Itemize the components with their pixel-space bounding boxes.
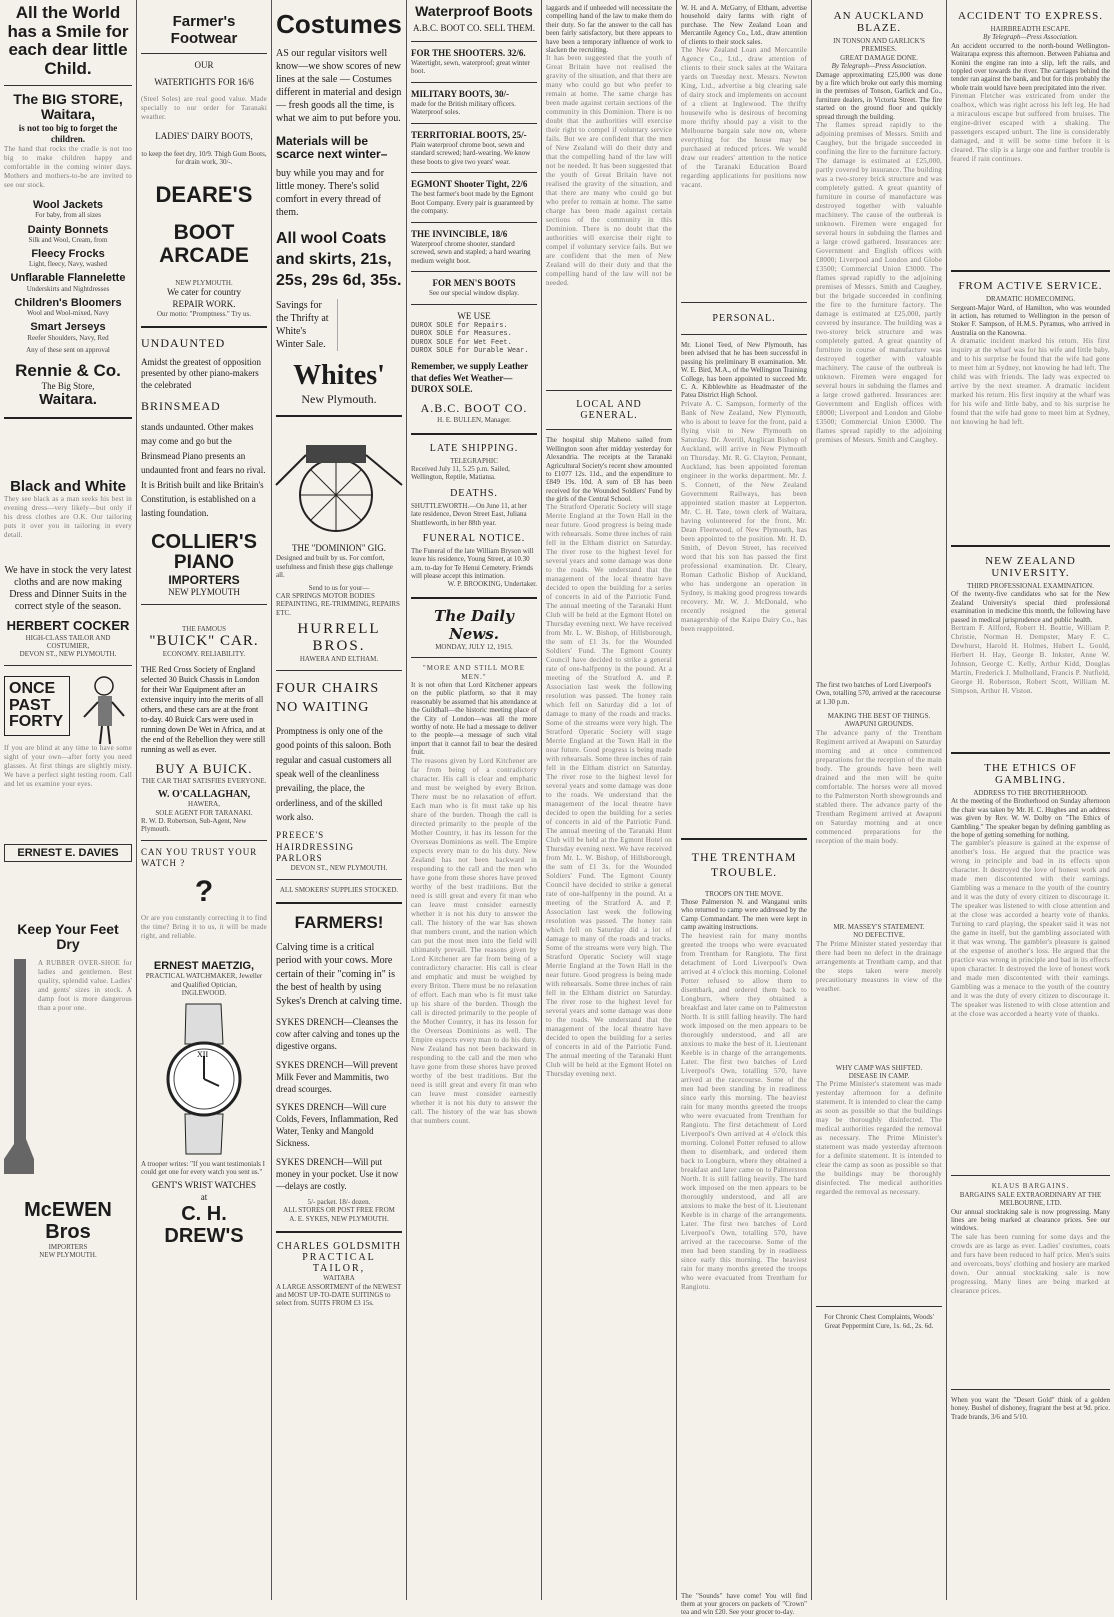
- ethics-sub: ADDRESS TO THE BROTHERHOOD.: [973, 789, 1088, 798]
- materials-scarce: Materials will be scarce next winter–: [276, 133, 388, 161]
- whites-city: New Plymouth.: [301, 392, 377, 407]
- egmont-body: The best farmer's boot made by the Egmont Boot Company. Every pair is guaranteed by the company.: [411, 190, 534, 216]
- send-to-us: Send to us for your—: [308, 583, 370, 592]
- big-store-headline: All the World has a Smile for each dear little Child.: [7, 3, 129, 79]
- rennie-firm: Rennie & Co.: [15, 361, 121, 381]
- rennie-sub: The Big Store,: [41, 381, 95, 392]
- sykes-address: A. E. SYKES, NEW PLYMOUTH.: [289, 1214, 389, 1223]
- mcewen-address: NEW PLYMOUTH.: [39, 1251, 97, 1259]
- savings-note: Savings for the Thrifty at White's Winter Sale.: [276, 300, 329, 351]
- sub-agent: R. W. D. Robertson, Sub-Agent, New Plymouth.: [141, 816, 247, 834]
- sykes-from: ALL STORES OR POST FREE FROM: [283, 1206, 395, 1215]
- issue-date: MONDAY, JULY 12, 1915.: [435, 642, 513, 651]
- goldsmith-body: A LARGE ASSORTMENT of the NEWEST and MOST UP-TO-DATE SUITINGS to select from. SUITS FROM £3 15s.: [276, 1282, 402, 1308]
- dairy-price: to keep the feet dry, 10/9. Thigh Gum Boots, for drain work, 30/-.: [141, 149, 267, 167]
- buick-body: THE Red Cross Society of England selected 30 Buick Chassis in London for their War Equipment after an extensive inquiry into the merits of all others, and these cars are at the front to-day. 40 Buick Cars were used in running down De Wet in Africa, and at the end of the Rebellion they were still running as well as ever.: [141, 664, 266, 754]
- importers-title: IMPORTERS: [168, 572, 240, 587]
- column-3: [272, 4, 406, 1596]
- wool-coats: All wool Coats and skirts, 21s, 25s, 29s 6d, 35s.: [276, 229, 402, 289]
- trentham-body: Those Palmerston N. and Wanganui units who returned to camp were addressed by the Camp Commandant. The men were kept in camp awaiting instructions.: [681, 898, 807, 932]
- shooters-body: Watertight, sewn, waterproof; great winter boot.: [411, 58, 530, 76]
- personal-heading: PERSONAL.: [712, 312, 776, 324]
- economy-reliability: ECONOMY. RELIABILITY.: [162, 650, 246, 659]
- egmont-heading: EGMONT Shooter Tight, 22/6: [411, 179, 528, 190]
- column-8: ACCIDENT TO EXPRESS. HAIRBREADTH ESCAPE. By Telegraph—Press Association. An accident occurred to the north-bound Wellington-Wairarapa express this afternoon. Between Pahiatua and Konini the engine ran into a slip, left the rails, and toppled over towards the river. The carriages behind the tender ran against the bank, and but for this probably the whole train would have been precipitated into the river. Fireman Fletcher was extricated from under the coalbox, which was right across his left leg. He had a miraculous escape but suffered from bruises. The engine-driver escaped with a shaking. The passengers escaped unhurt. The line is considerably damaged, and it will be some time before it is cleared. The slip is a large one and further trouble is feared if rain continues. FROM ACTIVE SERVICE. DRAMATIC HOMECOMING. Sergeant-Major Ward, of Hamilton, who was wounded in action, has returned to Wellington in the person of Stoker F. Sampson, of H.M.S. Pyramus, who arrived in Australia on the Kanowna. A dramatic incident marked his return. His first inquiry at the wharf was for his wife and little baby, and to his surprise he found that the wife had gone to meet him at Sydney, not knowing he had left. The child was with friends. The lady was expected to arrive by the next steamer. A dramatic incident marked his return. His first inquiry at the wharf was for his wife and little baby, and to his surprise he found that the wife had gone to meet him at Sydney, not knowing he had left. NEW ZEALAND UNIVERSITY. THIRD PROFESSIONAL EXAMINATION. Of the twenty-five candidates who sat for the New Zealand University's special third professional examination in medicine this month, the following have passed in medical jurisprudence and public health. Bertram F. Allford, Robert H. Beattie, William P. Christie, Norman H. Dempster, Mary F. C. Dewhurst, Harold H. Holmes, Hubert L. Gould, Herbert H. Hay, George B. Inkster, Anne W. Johnson, George C. Kelly, Arthur Kidd, Douglas Martin, Frederick J. Mulholland, Francis P. Nutfield, George H. Robertson, Robert Scott, William M. Simpson, Arthur H. Viston. THE ETHICS OF GAMBLING. ADDRESS TO THE BROTHERHOOD. At the meeting of the Brotherhood on Sunday afternoon the chair was taken by Mr. H. C. Hughes and an address was given by Rev. W. W. Dolby on "The Ethics of Gambling." The speaker began by defining gambling as the hope of getting something for nothing. The gambler's pleasure is gained at the expense of another's loss. He argued that the practice was wrong in principle and bad in its effects upon character. It destroyed the love of honest work and made men discontented with their earnings. Gambling was a menace to the youth of the country and it was the duty of every citizen to discourage it. The speaker was listened to with close attention and at the close was accorded a hearty vote of thanks. Turning to card playing, the speaker said it was not the game in itself, but the gambling associated with it that was wrong. The gambler's pleasure is gained at the expense of another's loss. He argued that the practice was wrong in principle and bad in its effects upon character. It destroyed the love of honest work and made men discontented with their earnings. Gambling was a menace to the youth of the country and it was the duty of every citizen to discourage it. The speaker was listened to with close attention and at the close was accorded a hearty vote of thanks. KLAUS BARGAINS. BARGAINS SALE EXTRAORDINARY AT THE MELBOURNE, LTD. Our annual stocktaking sale is now progressing. Many lines are being marked at clearance prices. See our windows. The sale has been running for some days and the crowds are as large as ever. Ladies' costumes, coats and furs have been reduced to half price. Men's suits and overcoats, boys' clothing and hosiery are marked down. Our annual stocktaking sale is now progressing. Many lines are being marked at clearance prices. When you want the "Desert Gold" think of a golden honey. Bushel of dishoney, fragrant the best at 9d. price. Trade brands, 3/6 and 5/10.: [951, 10, 1111, 1421]
- black-white-headline: Black and White: [10, 477, 126, 495]
- mcewen-bros: McEWEN Bros: [24, 1198, 112, 1243]
- deare-cater: We cater for country: [167, 287, 241, 298]
- colliers-title: COLLIER'S: [151, 530, 257, 553]
- accident-heading: ACCIDENT TO EXPRESS.: [958, 10, 1103, 22]
- shipping-body: Received July 11, 5.25 p.m. Sailed, Wellington, Reptile, Matiatua.: [411, 464, 510, 482]
- sykes-drench-1: SYKES DRENCH—Cleanses the cow after calving and tones up the digestive organs.: [276, 1017, 400, 1052]
- deare-city: NEW PLYMOUTH.: [175, 278, 233, 287]
- editorial-continued: laggards and if unheeded will necessitate the compelling hand of the law to make them do their duty. So far the answer to the call has been fairly satisfactory, but there appears to have been a temporary influence of work to slacken the recruiting.: [546, 4, 672, 54]
- klaus-sub: BARGAINS SALE EXTRAORDINARY AT THE MELBOURNE, LTD.: [959, 1190, 1102, 1208]
- collier-city: NEW PLYMOUTH: [168, 586, 240, 597]
- column-6: W. H. and A. McGarry, of Eltham, advertise household dairy farms with right of purchase. The New Zealand Loan and Mercantile Agency Co., Ltd., draw attention of clients to their stock sales. The New Zealand Loan and Mercantile Agency Co., Ltd., draw attention of clients to their stock sales at the Waitara yards on Tuesday next. Messrs. Newton King, Ltd., advertise a big clearing sale of dairy stock and implements on account of a client at Inglewood. The thrifty housewife who is desirous of becoming more thrifty should pay a visit to the Melbourne bargain sale now on, where everything for the house may be purchased at reduced prices. We would draw our readers' attention to the notice of the Taranaki Education Board regarding applications for positions now vacant. PERSONAL. Mr. Lionel Teed, of New Plymouth, has been advised that he has been successful in passing his preliminary B examination. Mr. W. E. Bird, M.A., of the Wellington Training College, has been appointed to succeed Mr. C. A. Kibblewhite as Headmaster of the Patea District High School. Private A. C. Sampson, formerly of the Bank of New Zealand, New Plymouth, who is about to leave for the front, paid a flying visit to New Plymouth on Saturday. Dr. Averill, Anglican Bishop of Auckland, will arrive in New Plymouth on Thursday. Mr. R. G. Clayton, Pennant, Auckland, has been appointed foreman engineer in the works department. Mr. J. S. Connett, of the New Zealand Government Railways, has been appointed station master at Lepperton. Mr. C. H. Tate, town clerk of Waitara, having volunteered for the front, Mr. Dean Fleetwood, of New Plymouth, has been appointed to the position. Mr. H. D. Smith, of Devon Street, has received word that his son has passed the first professional examination. Dr. Cleary, Roman Catholic Bishop of Auckland, who has undergone an operation in Sydney, is making good progress towards recovery. Mr. W. J. McDonald, who recently resigned the general managership of the Kaipu Dairy Co., has been reappointed. THE TRENTHAM TROUBLE. TROOPS ON THE MOVE. Those Palmerston N. and Wanganui units who returned to camp were addressed by the Camp Commandant. The men were kept in camp awaiting instructions. The heaviest rain for many months greeted the troops who were evacuated from Trentham for Rangiotu. The first detachment of Lord Liverpool's Own arrived at 4 o'clock this morning. Colonel Potter refused to allow them to disembark, and ordered them back to Longburn, where they obtained a breakfast and later came on to Palmerston North. It is still falling heavily. The hard work imposed on the men appears to be thoroughly understood, and all are anxious to make the best of it. Lieutenant Keeble is in charge of the arrangements. Later. The first two batches of Lord Liverpool's Own, totalling 570, have arrived at the racecourse. Some of the men had been standing by in readiness since early this morning. The heaviest rain for many months greeted the troops who were evacuated from Trentham for Rangiotu. The first detachment of Lord Liverpool's Own arrived at 4 o'clock this morning. Colonel Potter refused to allow them to disembark, and ordered them back to Longburn, where they obtained a breakfast and later came on to Palmerston North. It is still falling heavily. The hard work imposed on the men appears to be thoroughly understood, and all are anxious to make the best of it. Lieutenant Keeble is in charge of the arrangements. Later. The first two batches of Lord Liverpool's Own, totalling 570, have arrived at the racecourse. Some of the men had been standing by in readiness since early this morning. The heaviest rain for many months greeted the troops who were evacuated from Trentham for Rangiotu. The "Sounds" have come! You will find them at your grocers on packets of "Crown" tea and win £20. See your grocer to-day.: [681, 4, 807, 1617]
- drews-name: C. H. DREW'S: [164, 1202, 244, 1247]
- gents-at: at: [200, 1191, 208, 1202]
- send-items: CAR SPRINGS MOTOR BODIES REPAINTING, RE-TRIMMING, REPAIRS ETC.: [276, 591, 400, 617]
- dominion-gig-illustration: [276, 425, 402, 535]
- editorial-heading: "MORE AND STILL MORE MEN.": [422, 664, 526, 681]
- waterproof-boots-headline: Waterproof Boots: [415, 3, 533, 19]
- trentham-trouble-heading: THE TRENTHAM TROUBLE.: [691, 849, 797, 879]
- blaze-body: Damage approximating £25,000 was done by a fire which broke out early this morning in the premises of Tonson, Garlick and Co., furniture dealers, in Victoria Street. The fire started on the ground floor and quickly spread through the building.: [816, 70, 942, 121]
- maetzig-sub: PRACTICAL WATCHMAKER, Jeweller and Qualified Optician,: [145, 972, 263, 989]
- we-use: WE USE: [457, 310, 491, 321]
- tailor-name: HERBERT COCKER: [6, 618, 130, 634]
- boot-illustration: [4, 959, 34, 1179]
- buy-while-you-may: buy while you may and for little money. There's solid comfort in every thread of them.: [276, 167, 385, 218]
- item-name: Dainty Bonnets: [27, 223, 109, 236]
- our-label: OUR: [194, 60, 214, 70]
- desert-gold: When you want the "Desert Gold" think of a golden honey. Bushel of dishoney, fragrant the best at 9d. price. Trade brands, 3/6 and 5/10.: [951, 1395, 1110, 1421]
- item-name: Unflarable Flannelette: [10, 272, 126, 285]
- costumes-body: AS our regular visitors well know—we show scores of new lines at the sale — Costumes different in material and design — fresh goods all the time, is what we aim to put before you.: [276, 47, 402, 124]
- column-2: Farmer's Footwear OUR WATERTIGHTS FOR 16/6 (Steel Soles) are real good value. Made specially to our order for Taranaki weather. LADIES' DAIRY BOOTS, to keep the feet dry, 10/9. Thigh Gum Boots, for drain work, 30/-. DEARE'S BOOT ARCADE NEW PLYMOUTH. We cater for country REPAIR WORK. Our motto: "Promptness." Try us. UNDAUNTED Amidst the greatest of opposition presented by other piano-makers the celebrated BRINSMEAD stands undaunted. Other makes may come and go but the Brinsmead Piano presents an undaunted front and fears no rival. It is British built and like Britain's Constitution, is established on a lasting foundation. COLLIER'S PIANO IMPORTERS NEW PLYMOUTH THE FAMOUS "BUICK" CAR. ECONOMY. RELIABILITY. THE Red Cross Society of England selected 30 Buick Chassis in London for their War Equipment after an extensive inquiry into the merits of all others, and these cars are at the front to-day. 40 Buick Cars were used in running down De Wet in Africa, and at the end of the Rebellion they were still running as well as ever. BUY A BUICK. THE CAR THAT SATISFIES EVERYONE. W. O'CALLAGHAN, HAWERA, SOLE AGENT FOR TARANAKI. R. W. D. Robertson, Sub-Agent, New Plymouth. CAN YOU TRUST YOUR WATCH ? ? Or are you constantly correcting it to find the time? Bring it to us, it will be made right, and reliable. ERNEST MAETZIG, PRACTICAL WATCHMAKER, Jeweller and Qualified Optician, INGLEWOOD. XII A trooper writes: "If you want testimonials I could get one for every watch you sent us." GENT'S WRIST WATCHES at C. H. DREW'S: [141, 13, 267, 1247]
- approval-note: Any of these sent on approval: [26, 345, 110, 354]
- deaths-body: SHUTTLEWORTH.—On June 11, at her late residence, Devon Street East, Juliana Shuttleworth, in her 88th year.: [411, 501, 527, 527]
- territorial-heading: TERRITORIAL BOOTS, 25/-: [411, 129, 527, 140]
- smokers-supplies: ALL SMOKERS' SUPPLIES STOCKED.: [279, 885, 399, 894]
- four-chairs-headline: FOUR CHAIRS NO WAITING: [276, 680, 380, 716]
- optician-name: ERNEST E. DAVIES: [4, 844, 132, 862]
- active-body: Sergeant-Major Ward, of Hamilton, who was wounded in action, has returned to Wellington in the person of Stoker F. Sampson, of H.M.S. Pyramus, who arrived in Australia on the Kanowna.: [951, 303, 1110, 337]
- maetzig-city: INGLEWOOD.: [181, 989, 227, 998]
- hurrell-city: HAWERA AND ELTHAM.: [299, 655, 379, 664]
- item-desc: Silk and Wool, Cream, from: [28, 235, 108, 244]
- column-4: Waterproof Boots A.B.C. BOOT CO. SELL THEM. FOR THE SHOOTERS. 32/6. Watertight, sewn, waterproof; great winter boot. MILITARY BOOTS, 30/- made for the British military officers. Waterproof soles. TERRITORIAL BOOTS, 25/- Plain waterproof chrome boot, sewn and standard screwed; hard-wearing. We know these boots to give two years' wear. EGMONT Shooter Tight, 22/6 The best farmer's boot made by the Egmont Boot Company. Every pair is guaranteed by the company. THE INVINCIBLE, 18/6 Waterproof chrome shooter, standard screwed, sewn and stapled; a hard wearing medium weight boot. FOR MEN'S BOOTS See our special window display. WE USE DUROX SOLE for Repairs. DUROX SOLE for Measures. DUROX SOLE for Wet Feet. DUROX SOLE for Durable Wear. Remember, we supply Leather that defies Wet Weather— DUROX SOLE. A.B.C. BOOT CO. H. E. BULLEN, Manager. LATE SHIPPING. TELEGRAPHIC Received July 11, 5.25 p.m. Sailed, Wellington, Reptile, Matiatua. DEATHS. SHUTTLEWORTH.—On June 11, at her late residence, Devon Street East, Juliana Shuttleworth, in her 88th year. FUNERAL NOTICE. The Funeral of the late William Bryson will leave his residence, Young Street, at 10.30 a.m. to-day for Te Henui Cemetery. Friends will please accept this intimation. W. P. BROOKING, Undertaker. The Daily News. MONDAY, JULY 12, 1915. "MORE AND STILL MORE MEN." It is not often that Lord Kitchener appears on the public platform, so that it may reasonably be assumed that his attendance at the Guildhall—the historic meeting place of the City of London—was all the more worthy of note. He had a message to deliver to the people—a message of such vital import that it cannot fail to bear the desired fruit. The reasons given by Lord Kitchener are far from being of a contradictory character. His call is clear and emphatic and must be weighed by every Briton. There must be no relaxation of effort. Each man who is fit must take up his share of the burden. Though the call is directed primarily to the people of the Mother Country, it has its lesson for the Overseas Dominions as well. The Empire expects every man to do his duty. New Zealand has not been backward in responding to the call and the men who have gone from these shores have proved worthy of the best traditions. But the need is still great and every fit man who can leave must consider earnestly whether it is not his duty to answer the call. The history of the war has shown that numbers count, and the nation which can put the most men into the field will ultimately prevail. The reasons given by Lord Kitchener are far from being of a contradictory character. His call is clear and emphatic and must be weighed by every Briton. There must be no relaxation of effort. Each man who is fit must take up his share of the burden. Though the call is directed primarily to the people of the Mother Country, it has its lesson for the Overseas Dominions as well. The Empire expects every man to do his duty. New Zealand has not been backward in responding to the call and the men who have gone from these shores have proved worthy of the best traditions. But the need is still great and every fit man who can leave must consider earnestly whether it is not his duty to answer the call. The history of the war has shown that numbers count.: [411, 3, 537, 1125]
- klaus-body: Our annual stocktaking sale is now progressing. Many lines are being marked at clearance prices. See our windows.: [951, 1207, 1110, 1233]
- funeral-body: The Funeral of the late William Bryson will leave his residence, Young Street, at 10.30 a.m. to-day for Te Henui Cemetery. Friends will please accept this intimation.: [411, 546, 534, 581]
- elderly-man-illustration: [74, 672, 132, 744]
- abc-boot-co: A.B.C. BOOT CO.: [420, 401, 528, 416]
- durox-item: DUROX SOLE for Wet Feet.: [411, 338, 512, 347]
- sykes-drench-3: SYKES DRENCH—Will cure Colds, Fevers, Inflammation, Red Water, Tenky and Mangold Sickness.: [276, 1102, 398, 1149]
- goldsmith-name: CHARLES GOLDSMITH: [277, 1241, 401, 1253]
- daily-news-masthead: The Daily News.: [434, 606, 514, 643]
- crown-tea-advert: The "Sounds" have come! You will find them at your grocers on packets of "Crown" tea and win £20. See your grocer to-day.: [681, 1591, 807, 1617]
- sykes-price: 5/- packet. 18/- dozen.: [307, 1198, 371, 1206]
- store-tagline: is not too big to forget the children.: [18, 122, 118, 144]
- durox-item: DUROX SOLE for Measures.: [411, 330, 512, 339]
- press-association: By Telegraph—Press Association.: [831, 62, 927, 71]
- black-white-body: We have in stock the very latest cloths and are now making Dress and Dinner Suits in the correct style of the season.: [4, 565, 132, 613]
- durox-item: DUROX SOLE for Repairs.: [411, 321, 508, 330]
- durox-item: DUROX SOLE for Durable Wear.: [411, 347, 529, 356]
- keep-feet-dry-headline: Keep Your Feet Dry: [17, 920, 119, 953]
- tailor-address: DEVON ST., NEW PLYMOUTH.: [19, 650, 117, 659]
- once-past-forty: ONCE PAST FORTY: [4, 676, 70, 736]
- local-general-heading: LOCAL AND GENERAL.: [576, 399, 642, 422]
- brinsmead-heading: BRINSMEAD: [141, 398, 221, 413]
- blaze-sub: IN TONSON AND GARLICK'S PREMISES.: [833, 37, 925, 54]
- item-name: Fleecy Frocks: [31, 248, 105, 260]
- farmers-headline: FARMERS!: [294, 912, 384, 932]
- deare-motto: Our motto: "Promptness." Try us.: [156, 309, 251, 318]
- funeral-heading: FUNERAL NOTICE.: [422, 532, 526, 544]
- abc-sell-them: A.B.C. BOOT CO. SELL THEM.: [412, 23, 536, 34]
- auckland-blaze-heading: AN AUCKLAND BLAZE.: [833, 10, 925, 34]
- column-7: AN AUCKLAND BLAZE. IN TONSON AND GARLICK'S PREMISES. GREAT DAMAGE DONE. By Telegraph—Press Association. Damage approximating £25,000 was done by a fire which broke out early this morning in the premises of Tonson, Garlick and Co., furniture dealers, in Victoria Street. The fire started on the ground floor and quickly spread through the building. The flames spread rapidly to the adjoining premises of Messrs. Smith and Caughey, but the brigade succeeded in confining the fire to the furniture factory. The damage is estimated at £25,000, partly covered by insurance. The building was a two-storey brick structure and was completely gutted. A great quantity of furniture in course of manufacture was destroyed together with valuable machinery. The cause of the outbreak is unknown. Firemen were engaged for several hours in subduing the flames and a large crowd gathered. Insurances are: Government and English offices with £8000; Liverpool and London and Globe £3500; Commercial Union £3000. The flames spread rapidly to the adjoining premises of Messrs. Smith and Caughey, but the brigade succeeded in confining the fire to the furniture factory. The damage is estimated at £25,000, partly covered by insurance. The building was a two-storey brick structure and was completely gutted. A great quantity of furniture in course of manufacture was destroyed together with valuable machinery. The cause of the outbreak is unknown. Firemen were engaged for several hours in subduing the flames and a large crowd gathered. Insurances are: Government and English offices with £8000; Liverpool and London and Globe £3500; Commercial Union £3000. The flames spread rapidly to the adjoining premises of Messrs. Smith and Caughey. The first two batches of Lord Liverpool's Own, totalling 570, arrived at the racecourse at 1.30 p.m. MAKING THE BEST OF THINGS. AWAPUNI GROUNDS. The advance party of the Trentham Regiment arrived at Awapuni on Saturday morning and at once commenced preparations for the reception of the main body. The grounds have been well drained and the men will be quite comfortable. The horses were all moved to the Palmerston North showgrounds and stabled there. The advance party of the Trentham Regiment arrived at Awapuni on Saturday morning and at once commenced preparations for the reception of the main body. MR. MASSEY'S STATEMENT. NO DEFECTIVE. The Prime Minister stated yesterday that there had been no defect in the drainage arrangements at Trentham camp, and that the steps taken were merely precautionary measures in view of the weather. WHY CAMP WAS SHIFTED. DISEASE IN CAMP. The Prime Minister's statement was made yesterday afternoon for a definite statement. It is intended to clear the camp as soon as possible so that the buildings may be thoroughly disinfected. The medical authorities regarded the removal as necessary. The Prime Minister's statement was made yesterday afternoon for a definite statement. It is intended to clear the camp as soon as possible so that the buildings may be thoroughly disinfected. The medical authorities regarded the removal as necessary. For Chronic Chest Complaints, Woods' Great Peppermint Cure, 1s. 6d., 2s. 6d.: [816, 10, 942, 1330]
- sykes-drench-4: SYKES DRENCH—Will put money in your pocket. Use it now—delays are costly.: [276, 1156, 399, 1191]
- gents-wrist-watches: GENT'S WRIST WATCHES: [151, 1180, 257, 1191]
- goldsmith-sub: PRACTICAL TAILOR,: [302, 1252, 376, 1275]
- watertights: WATERTIGHTS FOR 16/6: [154, 77, 254, 88]
- blaze-sub2: GREAT DAMAGE DONE.: [840, 53, 918, 62]
- disease-camp: DISEASE IN CAMP.: [848, 1072, 910, 1081]
- why-camp: WHY CAMP WAS SHIFTED.: [835, 1063, 923, 1072]
- column-5: laggards and if unheeded will necessitate the compelling hand of the law to make them do their duty. So far the answer to the call has been fairly satisfactory, but there appears to have been a temporary influence of work to slacken the recruiting. It has been suggested that the youth of Great Britain have not realised the gravity of the situation, and that there are many who could go but who prefer to remain at home. The same charge has been made against certain sections of the community in this Dominion. There is no doubt that the authorities will exercise their right to compel if voluntary service fails. But we are confident that the men of New Zealand will do their duty and that the compelling hand of the law will not be needed. It has been suggested that the youth of Great Britain have not realised the gravity of the situation, and that there are many who could go but who prefer to remain at home. The same charge has been made against certain sections of the community in this Dominion. There is no doubt that the authorities will exercise their right to compel if voluntary service fails. But we are confident that the men of New Zealand will do their duty and that the compelling hand of the law will not be needed. LOCAL AND GENERAL. The hospital ship Maheno sailed from Wellington soon after midday yesterday for Alexandria. The receipts at the Taranaki Agricultural Society's recent show amounted to £1077 12s. 11d., and the expenditure to £849 19s. 10d. A sum of £8 has been received for the Wounded Soldiers' Fund by the girls of the Central School. The Stratford Operatic Society will stage Merrie England at the Town Hall in the near future. Good progress is being made with rehearsals. Some three inches of rain fell in the Eltham district on Saturday. The river rose to the highest level for several years and some damage was done to the roads. We understand that the management of the local theatre have decided to open the building for a series of concerts in aid of the Patriotic Fund. The annual meeting of the Taranaki Hunt Club will be held at the Egmont Hotel on Thursday evening next. We have received from Mr. L. W. Bishop, of Hillsborough, the sum of £1 3s. for the Wounded Soldiers' Fund. The Egmont County Council have decided to strike a general rate of one-halfpenny in the pound. At a meeting of the Stratford A. and P. Association last week the following resolution was passed. The honey rain which fell on Saturday did a lot of damage to many of the roads and tracks. Some of the streams were very high. The Stratford Operatic Society will stage Merrie England at the Town Hall in the near future. Good progress is being made with rehearsals. Some three inches of rain fell in the Eltham district on Saturday. The river rose to the highest level for several years and some damage was done to the roads. We understand that the management of the local theatre have decided to open the building for a series of concerts in aid of the Patriotic Fund. The annual meeting of the Taranaki Hunt Club will be held at the Egmont Hotel on Thursday evening next. We have received from Mr. L. W. Bishop, of Hillsborough, the sum of £1 3s. for the Wounded Soldiers' Fund. The Egmont County Council have decided to strike a general rate of one-halfpenny in the pound. At a meeting of the Stratford A. and P. Association last week the following resolution was passed. The honey rain which fell on Saturday did a lot of damage to many of the roads and tracks. Some of the streams were very high. The Stratford Operatic Society will stage Merrie England at the Town Hall in the near future. Good progress is being made with rehearsals. Some three inches of rain fell in the Eltham district on Saturday. The river rose to the highest level for several years and some damage was done to the roads. We understand that the management of the local theatre have decided to open the building for a series of concerts in aid of the Patriotic Fund. The annual meeting of the Taranaki Hunt Club will be held at the Egmont Hotel on Thursday evening next.: [546, 4, 672, 1079]
- undaunted-heading: UNDAUNTED: [141, 336, 226, 351]
- university-body: Of the twenty-five candidates who sat for the New Zealand University's special third professional examination in medicine this month, the following have passed in medical jurisprudence and public health.: [951, 590, 1110, 624]
- rennie-city: Waitara.: [39, 391, 97, 409]
- ethics-body: At the meeting of the Brotherhood on Sunday afternoon the chair was taken by Mr. H. C. Hughes and an address was given by Rev. W. W. Dolby on "The Ethics of Gambling." The speaker began by defining gambling as the hope of getting something for nothing.: [951, 797, 1110, 839]
- hairbreadth: HAIRBREADTH ESCAPE.: [990, 25, 1071, 33]
- gig-caption: THE "DOMINION" GIG.: [291, 543, 387, 554]
- no-defective: NO DEFECTIVE.: [853, 931, 905, 940]
- trust-watch: CAN YOU TRUST YOUR WATCH ?: [141, 846, 258, 868]
- goldsmith-city: WAITARA: [323, 1274, 355, 1283]
- undaunted-body: Amidst the greatest of opposition presented by other piano-makers the celebrated: [141, 357, 261, 390]
- making-best: MAKING THE BEST OF THINGS.: [827, 712, 931, 721]
- svg-text:XII: XII: [197, 1049, 209, 1059]
- costumes-headline: Costumes: [276, 9, 402, 39]
- item-desc: Light, fleecy, Navy, washed: [28, 260, 107, 269]
- telegraphic-label: TELEGRAPHIC: [450, 456, 498, 465]
- dealer-name: W. O'CALLAGHAN,: [157, 789, 251, 801]
- personal-body: Mr. Lionel Teed, of New Plymouth, has been advised that he has been successful in passing his preliminary B examination. Mr. W. E. Bird, M.A., of the Wellington Training College, has been appointed to succeed Mr. C. A. Kibblewhite as Headmaster of the Patea District High School.: [681, 340, 807, 400]
- wristwatch-illustration: [141, 1004, 267, 1154]
- invincible-body: Waterproof chrome shooter, standard screwed, sewn and stapled; a hard wearing medium weight boot.: [411, 239, 531, 265]
- buick-sub: THE CAR THAT SATISFIES EVERYONE.: [141, 776, 267, 785]
- dealer-city: HAWERA,: [188, 800, 220, 809]
- column-1: All the World has a Smile for each dear little Child. The BIG STORE, Waitara, is not too big to forget the children. The hand that rocks the cradle is not too big to make children happy and comfortable in the coming winter days. Mothers and mothers-to-be are invited to see our stock. Wool Jackets For baby, from all sizes Dainty Bonnets Silk and Wool, Cream, from Fleecy Frocks Light, fleecy, Navy, washed Unflarable Flannelette Underskirts and Nightdresses Children's Bloomers Wool and Wool-mixed, Navy Smart Jerseys Reefer Shoulders, Navy, Red Any of these sent on approval Rennie & Co. The Big Store, Waitara. Black and White They see black as a man seeks his best in evening dress—very likely—but only if his dress clothes are O.K. Our tailoring puts it over you in tailoring in every detail. We have in stock the very latest cloths and are now making Dress and Dinner Suits in the correct style of the season. HERBERT COCKER HIGH-CLASS TAILOR AND COSTUMIER, DEVON ST., NEW PLYMOUTH. ONCE PAST FORTY If you are blind at any time to have some sight of your own—after forty you need glasses. At first things are slightly misty. We have a perfect sight testing room. Call and let us examine your eyes. ERNEST E. DAVIES Keep Your Feet Dry A RUBBER OVER-SHOE for ladies and gentlemen. Best quality, splendid value. Ladies' and gents' sizes in stock. A damp foot is more dangerous than a poor one. McEWEN Bros IMPORTERS NEW PLYMOUTH.: [4, 3, 132, 1259]
- store-name: The BIG STORE, Waitara,: [13, 90, 123, 123]
- hurrell-bros: HURRELL BROS.: [297, 621, 381, 655]
- active-service-heading: FROM ACTIVE SERVICE.: [958, 280, 1103, 293]
- item-name: Children's Bloomers: [14, 296, 122, 309]
- dealer-role: SOLE AGENT FOR TARANAKI.: [155, 808, 253, 817]
- question-mark: ?: [194, 875, 214, 909]
- repair-work: REPAIR WORK.: [172, 298, 236, 309]
- item-desc: Wool and Wool-mixed, Navy: [27, 309, 109, 318]
- buy-a-buick: BUY A BUICK.: [155, 760, 253, 776]
- piano-title: PIANO: [173, 551, 235, 573]
- local-general-body: The hospital ship Maheno sailed from Wellington soon after midday yesterday for Alexandria. The receipts at the Taranaki Agricultural Society's recent show amounted to £1077 12s. 11d., and the expenditure to £849 19s. 10d. A sum of £8 has been received for the Wounded Soldiers' Fund by the girls of the Central School.: [546, 436, 672, 504]
- preece-address: DEVON ST., NEW PLYMOUTH.: [290, 864, 388, 873]
- preece-parlors: PREECE'S HAIRDRESSING PARLORS: [276, 830, 355, 863]
- ladies-dairy-boots: LADIES' DAIRY BOOTS,: [155, 130, 253, 141]
- shooters-heading: FOR THE SHOOTERS. 32/6.: [411, 47, 526, 58]
- press-association-8: By Telegraph—Press Association.: [983, 33, 1078, 42]
- tailor-sub: HIGH-CLASS TAILOR AND COSTUMIER,: [25, 633, 111, 650]
- troops-move: TROOPS ON THE MOVE.: [704, 889, 784, 898]
- whites-name: Whites': [293, 360, 385, 392]
- territorial-body: Plain waterproof chrome boot, sewn and standard screwed; hard-wearing. We know these boots to give two years' wear.: [411, 140, 531, 166]
- maetzig-name: ERNEST MAETZIG,: [153, 960, 255, 973]
- brinsmead-body: stands undaunted. Other makes may come and go but the Brinsmead Piano presents an undaunted front and fears no rival. It is British built and like Britain's Constitution, is established on a lasting foundation.: [141, 421, 266, 519]
- chairs-body: Promptness is only one of the good points of this saloon. Both regular and casual customers all speak well of the cleanliness prevailing, the place, the orderliness, and of the skilled work also.: [276, 725, 392, 823]
- deaths-heading: DEATHS.: [450, 487, 498, 499]
- klaus-heading: KLAUS BARGAINS.: [991, 1182, 1070, 1191]
- boot-arcade-title: BOOT ARCADE: [159, 220, 249, 267]
- item-desc: For baby, from all sizes: [35, 211, 101, 220]
- item-desc: Underskirts and Nightdresses: [26, 284, 110, 293]
- item-name: Wool Jackets: [32, 199, 104, 212]
- farmers-body: Calving time is a critical period with your cows. More certain of their "coming in" is the best of health by using Sykes's Drench at calving time.: [276, 941, 402, 1007]
- children-items-list: [4, 199, 132, 342]
- military-body: made for the British military officers. Waterproof soles.: [411, 99, 516, 117]
- editorial-body: It is not often that Lord Kitchener appears on the public platform, so that it may reasonably be assumed that his attendance at the Guildhall—the historic meeting place of the City of London—was all the more worthy of note. He had a message to deliver to the people—a message of such vital import that it cannot fail to bear the desired fruit.: [411, 681, 537, 757]
- undertaker: W. P. BROOKING, Undertaker.: [447, 580, 537, 589]
- invincible-heading: THE INVINCIBLE, 18/6: [411, 228, 508, 239]
- chronic-chest: For Chronic Chest Complaints, Woods' Great Peppermint Cure, 1s. 6d., 2s. 6d.: [824, 1313, 934, 1330]
- dramatic-homecoming: DRAMATIC HOMECOMING.: [985, 295, 1076, 304]
- farmers-footwear-headline: Farmer's Footwear: [170, 13, 238, 47]
- item-name: Smart Jerseys: [30, 321, 106, 334]
- remember-durox: Remember, we supply Leather that defies Wet Weather— DUROX SOLE.: [411, 361, 528, 394]
- mens-boots-heading: FOR MEN'S BOOTS: [432, 277, 516, 288]
- sykes-drench-2: SYKES DRENCH—Will prevent Milk Fever and Mammitis, two dread scourges.: [276, 1059, 398, 1094]
- massey-statement: MR. MASSEY'S STATEMENT.: [833, 922, 925, 931]
- mcewen-sub: IMPORTERS: [48, 1242, 88, 1251]
- trooper-caption: A trooper writes: "If you want testimonials I could get one for every watch you sent us.": [141, 1159, 265, 1176]
- notices-top: W. H. and A. McGarry, of Eltham, advertise household dairy farms with right of purchase. The New Zealand Loan and Mercantile Agency Co., Ltd., draw attention of clients to their stock sales.: [681, 4, 807, 46]
- trentham-continued: The first two batches of Lord Liverpool's Own, totalling 570, arrived at the racecourse at 1.30 p.m.: [816, 680, 941, 706]
- ethics-heading: THE ETHICS OF GAMBLING.: [984, 762, 1077, 787]
- gig-body: Designed and built by us. For comfort, usefulness and finish these gigs challenge all.: [276, 554, 393, 580]
- mens-boots-body: See our special window display.: [429, 289, 519, 298]
- late-shipping-heading: LATE SHIPPING.: [429, 442, 519, 454]
- awapuni-grounds: AWAPUNI GROUNDS.: [844, 720, 914, 729]
- famous-label: THE FAMOUS: [181, 625, 226, 633]
- university-heading: NEW ZEALAND UNIVERSITY.: [985, 555, 1076, 580]
- deares-title: DEARE'S: [155, 181, 253, 207]
- exam-heading: THIRD PROFESSIONAL EXAMINATION.: [967, 582, 1094, 591]
- military-heading: MILITARY BOOTS, 30/-: [411, 88, 509, 99]
- accident-body: An accident occurred to the north-bound Wellington-Wairarapa express this afternoon. Between Pahiatua and Konini the engine ran into a slip, left the rails, and toppled over towards the river. The carriages behind the tender ran against the bank, and but for this probably the whole train would have been precipitated into the river.: [951, 41, 1110, 92]
- buick-title: "BUICK" CAR.: [149, 633, 259, 650]
- item-desc: Reefer Shoulders, Navy, Red: [27, 333, 109, 342]
- abc-manager: H. E. BULLEN, Manager.: [437, 416, 511, 425]
